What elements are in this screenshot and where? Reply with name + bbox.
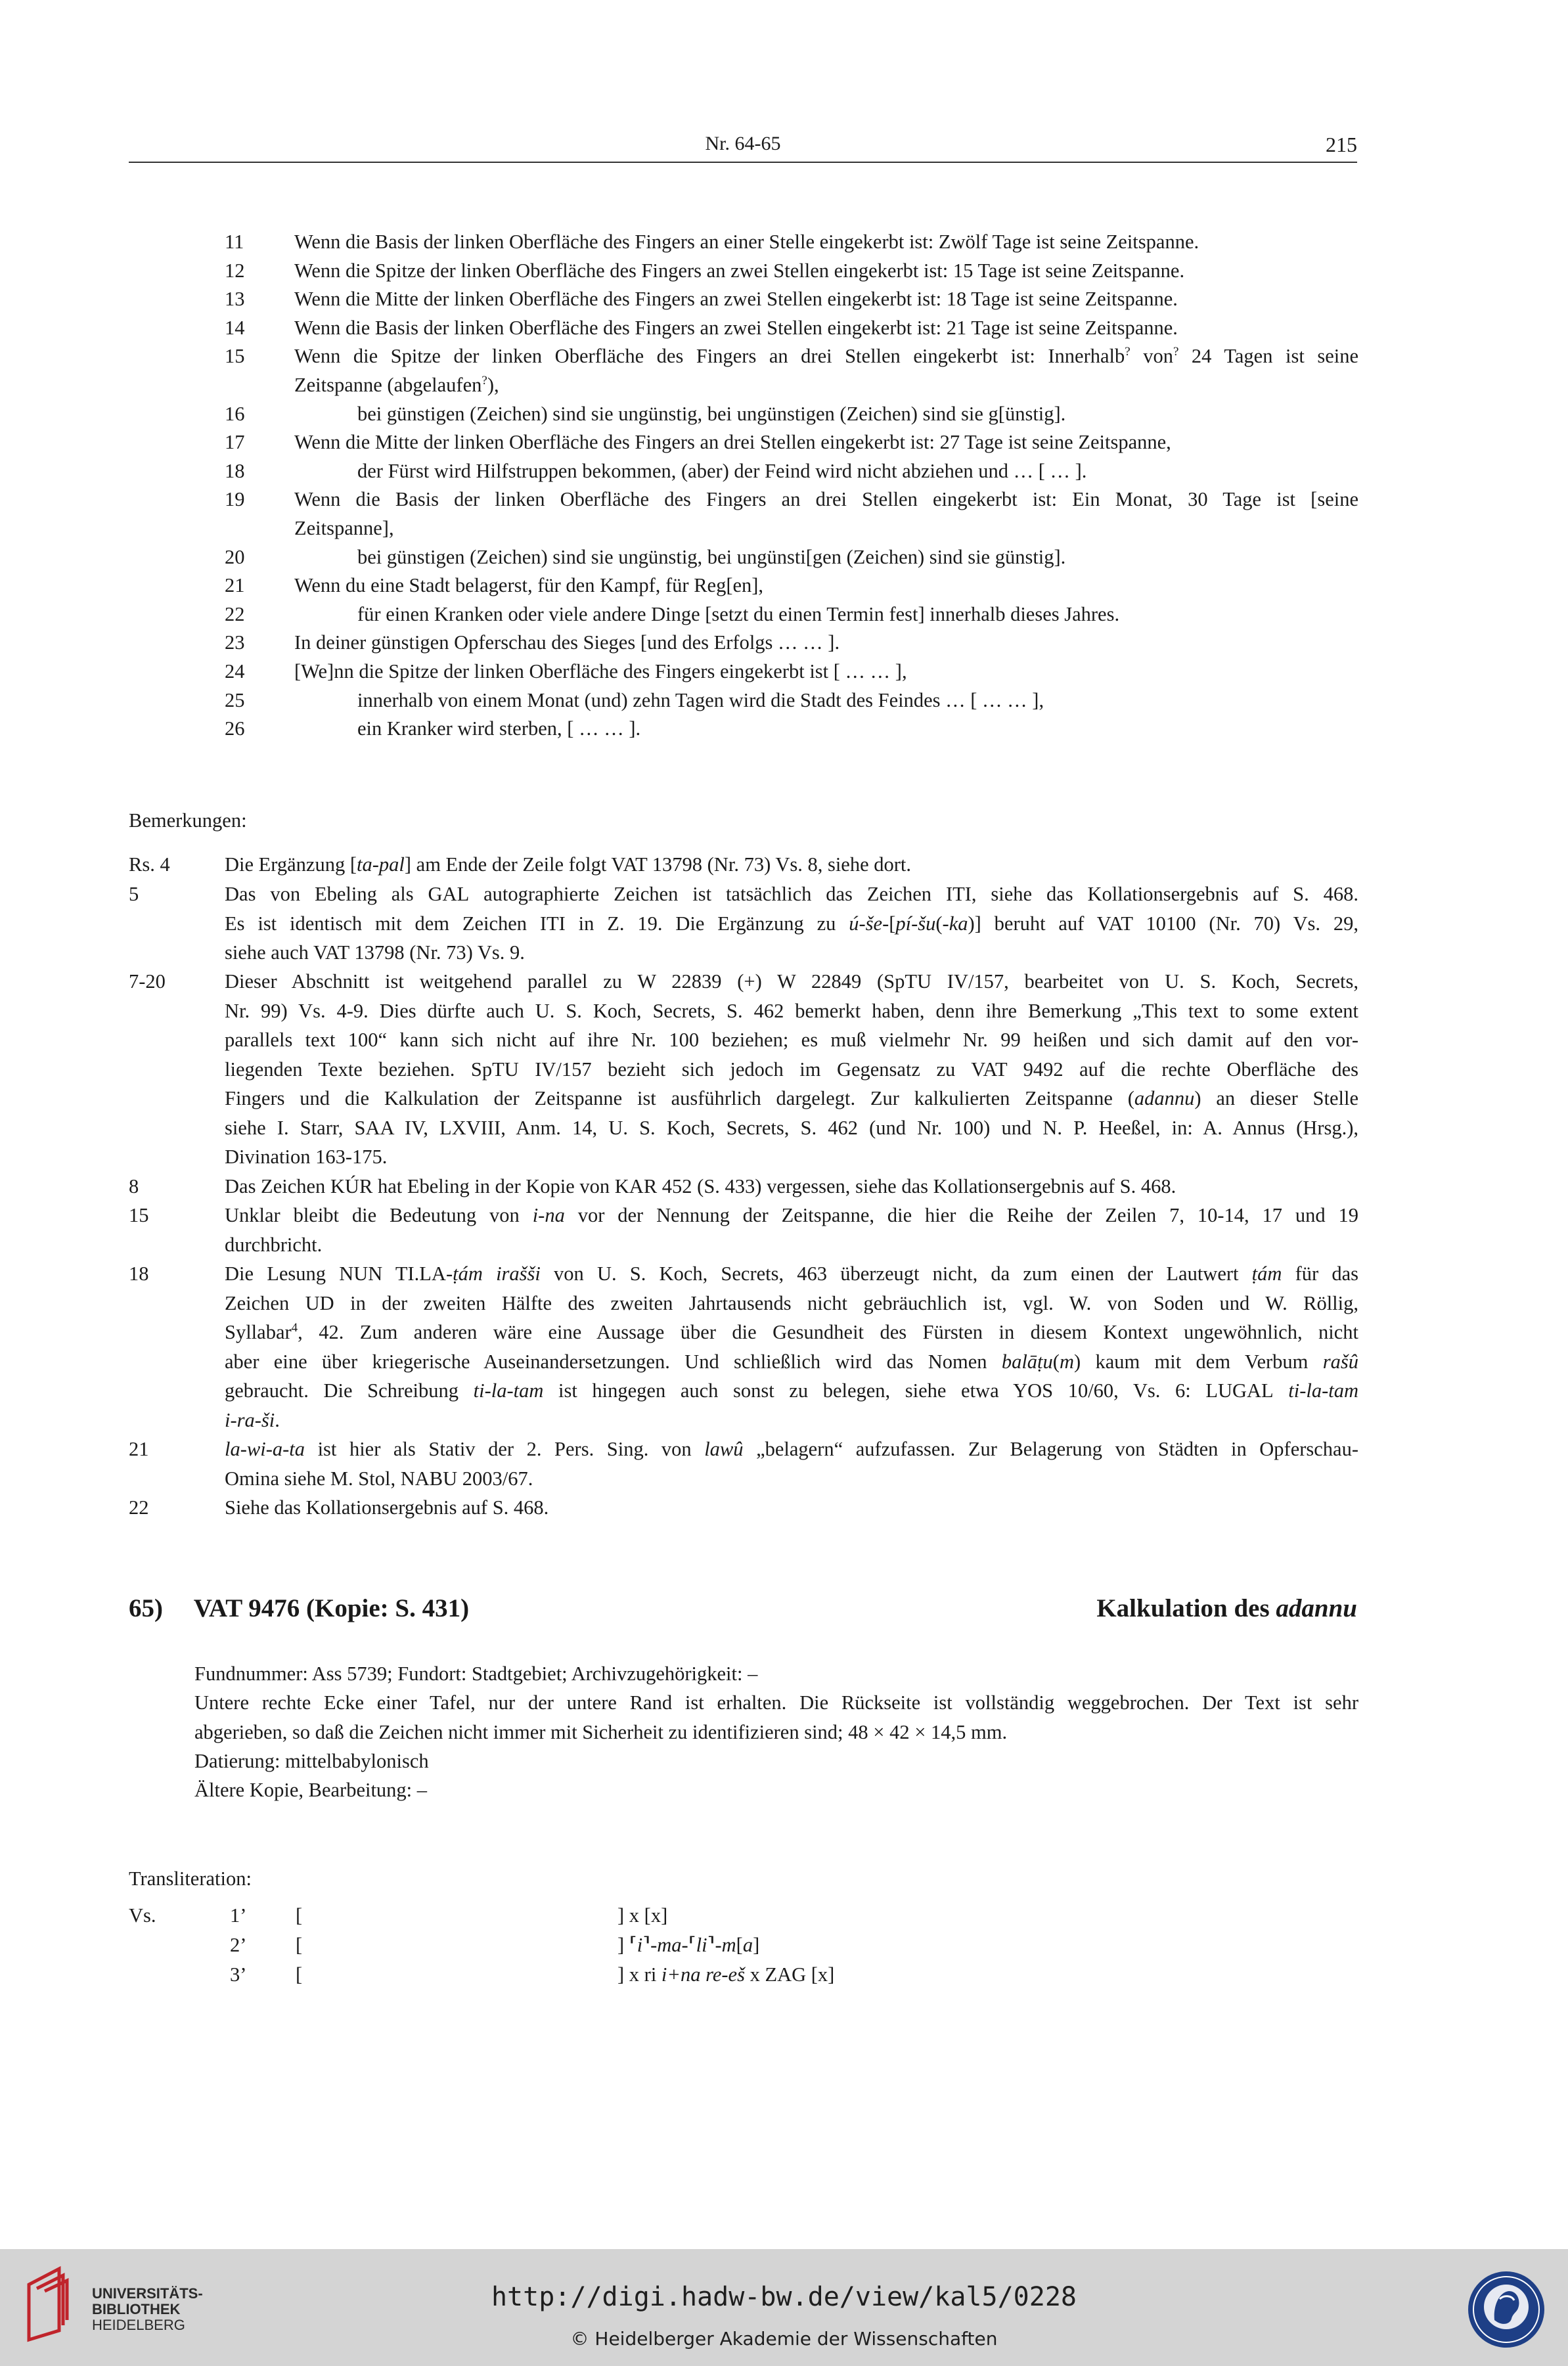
section-right-title: Kalkulation des (1096, 1594, 1276, 1622)
remark-line (225, 1201, 1358, 1230)
text-run: ITI (539, 912, 566, 935)
translation-line (357, 600, 1119, 629)
text-run: in der zweiten Hälfte des zweiten Jahrtausends nicht gebräuchlich ist, vgl. W. von Soden und W. Röllig, (334, 1291, 1358, 1314)
remark-reference: 21 (129, 1438, 149, 1460)
remark-line (225, 880, 1358, 909)
remark-reference: 7-20 (129, 970, 166, 993)
text-run: NUN TI.LA (339, 1262, 446, 1285)
text-run: parallels text 100“ kann sich nicht auf ihre Nr. 100 beziehen; es muß vielmehr Nr. 99 heißen und sich damit auf den vor- (225, 1029, 1358, 1051)
footer-copyright: © Heidelberger Akademie der Wissenschaften (570, 2328, 998, 2350)
text-run: ] x ri (617, 1963, 661, 1986)
text-run: KÚR (330, 1175, 373, 1197)
text-run: la-wi-a-ta (225, 1438, 305, 1460)
line-number: 22 (225, 603, 245, 625)
remark-line (225, 1113, 1358, 1143)
line-number: 11 (225, 231, 244, 253)
text-run: Die Ergänzung [ (225, 853, 357, 876)
remark-line (225, 967, 1358, 996)
text-run: durchbricht. (225, 1233, 323, 1256)
section-right-title-italic: adannu (1276, 1594, 1357, 1622)
text-run: 24 Tagen ist seine (1178, 345, 1359, 367)
text-run: ti-la-tam (473, 1379, 544, 1402)
translation-line (357, 543, 1065, 571)
transliteration-heading: Transliteration: (129, 1867, 252, 1890)
translation-line (357, 714, 640, 743)
translation-line (294, 284, 1178, 313)
text-run: ⸢ (629, 1934, 637, 1956)
text-run: in Z. 19. Die Ergänzung zu (565, 912, 849, 935)
remark-line (225, 1347, 1358, 1377)
line-number: 13 (225, 288, 245, 310)
text-run: li (696, 1934, 707, 1956)
text-run: ṭám irašši (453, 1262, 541, 1285)
text-run: vor der Nennung der Zeitspanne, die hier die Reihe der Zeilen 7, 10-14, 17 und 19 (564, 1204, 1358, 1226)
page-number: 215 (1326, 133, 1357, 156)
text-run: 4 (291, 1320, 298, 1335)
text-run: Unklar bleibt die Bedeutung von (225, 1204, 533, 1226)
text-run: ú-še (849, 912, 883, 935)
text-run: a (742, 1934, 753, 1956)
text-run: LUGAL (1205, 1379, 1274, 1402)
text-run: Wenn die Mitte der linken Oberfläche des Fingers an zwei Stellen eingekerbt ist: 18 Tage ist seine Zeitspanne. (294, 288, 1178, 310)
meta-description-line-2: abgerieben, so daß die Zeichen nicht immer mit Sicherheit zu identifizieren sind; 48 × 42 × 14,5 mm. (194, 1720, 1008, 1743)
text-run: m (721, 1934, 736, 1956)
remark-line (225, 996, 1358, 1026)
text-run: Wenn die Basis der linken Oberfläche des Fingers an zwei Stellen eingekerbt ist: 21 Tage ist seine Zeitspanne. (294, 317, 1178, 339)
transliteration-side: Vs. (129, 1904, 156, 1927)
remark-line (225, 1055, 1358, 1084)
transliteration-text (617, 1901, 667, 1930)
library-name-line-2: BIBLIOTHEK (92, 2301, 181, 2317)
text-run: ] x [x] (617, 1904, 668, 1927)
text-run: i-na (532, 1204, 565, 1226)
text-run: balāṭu (1001, 1350, 1053, 1373)
meta-description-line-1: Untere rechte Ecke einer Tafel, nur der untere Rand ist erhalten. Die Rückseite ist vollständig weggebrochen. Der Text ist sehr (194, 1691, 1358, 1714)
remark-line (225, 1435, 1358, 1464)
transliteration-open-bracket: [ (296, 1963, 303, 1986)
line-number: 23 (225, 631, 245, 654)
remark-text (225, 1172, 1358, 1201)
line-number: 15 (225, 345, 245, 367)
transliteration-line-number: 2’ (230, 1934, 247, 1956)
translation-line (294, 657, 907, 686)
text-run: )] beruht auf VAT 10100 (Nr. 70) Vs. 29, (968, 912, 1358, 935)
text-run: Wenn du eine Stadt belagerst, für den Kampf, für Reg[en], (294, 574, 764, 596)
remark-line (225, 1172, 1358, 1201)
text-run: Zeichen (225, 1291, 305, 1314)
text-run: ma (657, 1934, 682, 1956)
text-run: Syllabar (225, 1321, 292, 1343)
remark-reference: 5 (129, 883, 139, 905)
text-run: ? (1173, 344, 1179, 359)
translation-line (294, 313, 1178, 342)
translation-line (294, 628, 840, 657)
text-run: ist hier als Stativ der 2. Pers. Sing. von (305, 1438, 705, 1460)
line-number: 19 (225, 488, 245, 510)
text-run: GAL (428, 883, 470, 905)
transliteration-line-number: 1’ (230, 1904, 247, 1927)
text-run: Wenn die Basis der linken Oberfläche des Fingers an einer Stelle eingekerbt ist: Zwölf Tage ist seine Zeitspanne. (294, 231, 1199, 253)
remark-line (225, 909, 1358, 939)
remark-line (225, 850, 1358, 880)
remark-line (225, 1318, 1358, 1347)
remark-line (225, 1464, 1358, 1494)
section-heading (129, 1594, 1357, 1628)
remark-line (225, 1025, 1358, 1055)
remark-reference: 22 (129, 1496, 149, 1519)
remark-line (225, 1230, 1358, 1260)
text-run: von U. S. Koch, Secrets, 463 überzeugt nicht, da zum einen der Lautwert (540, 1262, 1252, 1285)
text-run: ? (1125, 344, 1131, 359)
text-run: ⸣- (642, 1934, 658, 1956)
text-run: autographierte Zeichen ist tatsächlich das Zeichen (469, 883, 946, 905)
text-run: . (275, 1408, 280, 1431)
text-run: lawû (704, 1438, 744, 1460)
text-run: ⸣- (707, 1934, 722, 1956)
translation-line (294, 571, 763, 600)
text-run: Das von Ebeling als (225, 883, 428, 905)
library-name-line-1: UNIVERSITÄTS- (92, 2285, 203, 2302)
text-run: ein Kranker wird sterben, [ … … ]. (357, 717, 641, 740)
line-number: 12 (225, 259, 245, 282)
remark-text (225, 1493, 1358, 1523)
text-run: Wenn die Mitte der linken Oberfläche des Fingers an drei Stellen eingekerbt ist: 27 Tage ist seine Zeitspanne, (294, 431, 1171, 453)
text-run: ITI (945, 883, 972, 905)
text-run: Wenn die Spitze der linken Oberfläche des Fingers an drei Stellen eingekerbt ist: Innerhalb (294, 345, 1125, 367)
text-run (1274, 1379, 1289, 1402)
text-run: Zeitspanne (abgelaufen (294, 374, 482, 396)
text-run: [We]nn die Spitze der linken Oberfläche des Fingers eingekerbt ist [ … … ], (294, 660, 907, 682)
remark-line (225, 938, 1358, 968)
text-run: Omina siehe M. Stol, NABU 2003/67. (225, 1467, 533, 1490)
line-number: 16 (225, 403, 245, 425)
text-run: i-ra-ši (225, 1408, 275, 1431)
text-run: ti-la-tam (1288, 1379, 1359, 1402)
section-heading-right (1096, 1594, 1357, 1623)
meta-dating: Datierung: mittelbabylonisch (194, 1750, 429, 1772)
text-run: ( (1052, 1350, 1060, 1373)
remark-line (225, 1406, 1358, 1435)
text-run: m (1059, 1350, 1074, 1373)
translation-line (294, 256, 1184, 285)
line-number: 24 (225, 660, 245, 682)
text-run: ] am Ende der Zeile folgt VAT 13798 (Nr. 73) Vs. 8, siehe dort. (404, 853, 912, 876)
text-run: Die Lesung (225, 1262, 340, 1285)
translation-line (294, 370, 499, 399)
line-number: 14 (225, 317, 245, 339)
translation-line (294, 514, 394, 543)
line-number: 21 (225, 574, 245, 596)
text-run: ? (482, 373, 487, 388)
transliteration-open-bracket: [ (296, 1934, 303, 1956)
text-run: UD (305, 1291, 334, 1314)
text-run: , 42. Zum anderen wäre eine Aussage über die Gesundheit des Fürsten in diesem Kontext ungewöhnlich, nicht (298, 1321, 1358, 1343)
translation-line (357, 399, 1065, 428)
running-header-title: Nr. 64-65 (705, 133, 781, 154)
meta-find-number: Fundnummer: Ass 5739; Fundort: Stadtgebiet; Archivzugehörigkeit: – (194, 1663, 758, 1685)
remark-text (225, 850, 1358, 880)
text-run: ] (617, 1934, 629, 1956)
remark-reference: 15 (129, 1204, 149, 1226)
line-number: 25 (225, 689, 245, 711)
text-run: pí-šu (895, 912, 936, 935)
academy-seal-icon (1466, 2269, 1547, 2350)
footer-url-link[interactable]: http://digi.hadw-bw.de/view/kal5/0228 (491, 2282, 1077, 2312)
translation-line (294, 428, 1171, 457)
text-run: Nr. 99) Vs. 4-9. Dies dürfte auch U. S. Koch, Secrets, S. 462 bemerkt haben, denn ihre Bemerkung „This text to some extent (225, 999, 1358, 1022)
text-run: bei günstigen (Zeichen) sind sie ungünstig, bei ungünsti[gen (Zeichen) sind sie günstig]. (357, 546, 1066, 568)
transliteration-text (617, 1960, 834, 1989)
text-run: für einen Kranken oder viele andere Dinge [setzt du einen Termin fest] innerhalb dieses Jahres. (357, 603, 1120, 625)
text-run: bei günstigen (Zeichen) sind sie ungünstig, bei ungünstigen (Zeichen) sind sie g[ünstig]. (357, 403, 1066, 425)
text-run: gebraucht. Die Schreibung (225, 1379, 474, 1402)
text-run: Divination 163-175. (225, 1146, 388, 1168)
text-run: hat Ebeling in der Kopie von KAR 452 (S. 433) vergessen, siehe das Kollationsergebnis auf S. 468. (372, 1175, 1176, 1197)
text-run: ) an dieser Stelle (1194, 1087, 1358, 1109)
text-run: -[ (882, 912, 896, 935)
remark-line (225, 1289, 1358, 1318)
translation-line (294, 227, 1199, 256)
remark-text (225, 1201, 1358, 1259)
text-run: ), (487, 374, 499, 396)
text-run: i (637, 1934, 643, 1956)
remark-line (225, 1376, 1358, 1406)
running-header (129, 129, 1357, 163)
text-run: Fingers und die Kalkulation der Zeitspanne ist ausführlich dargelegt. Zur kalkulierten Zeitspanne ( (225, 1087, 1134, 1109)
text-run: ṭám (1251, 1262, 1282, 1285)
text-run: Siehe das Kollationsergebnis auf S. 468. (225, 1496, 549, 1519)
remark-reference: 18 (129, 1262, 149, 1285)
transliteration-line-number: 3’ (230, 1963, 247, 1986)
section-heading-left (129, 1594, 469, 1623)
text-run: adannu (1134, 1087, 1195, 1109)
remarks-heading: Bemerkungen: (129, 809, 247, 832)
text-run: Wenn die Basis der linken Oberfläche des Fingers an drei Stellen eingekerbt ist: Ein Monat, 30 Tage ist [seine (294, 488, 1358, 510)
text-run: siehe I. Starr, SAA IV, LXVIII, Anm. 14, U. S. Koch, Secrets, S. 462 (und Nr. 100) und N. P. Heeßel, in: A. Annus (Hrsg.), (225, 1116, 1358, 1139)
transliteration-open-bracket: [ (296, 1904, 303, 1927)
remark-text (225, 1435, 1358, 1493)
remark-line (225, 1493, 1358, 1523)
remark-text (225, 880, 1358, 968)
text-run: siehe auch VAT 13798 (Nr. 73) Vs. 9. (225, 941, 525, 964)
library-name-line-3: HEIDELBERG (92, 2317, 185, 2333)
translation-line (357, 686, 1044, 715)
text-run: rašû (1322, 1350, 1358, 1373)
text-run: , siehe das Kollationsergebnis auf S. 468. (971, 883, 1358, 905)
text-run: ka (949, 912, 968, 935)
remark-text (225, 1259, 1358, 1435)
remark-text (225, 967, 1358, 1172)
text-run: [ (736, 1934, 743, 1956)
translation-line (357, 457, 1086, 485)
translation-line (294, 485, 1358, 514)
text-run: ) kaum mit dem Verbum (1073, 1350, 1323, 1373)
line-number: 26 (225, 717, 245, 740)
text-run: innerhalb von einem Monat (und) zehn Tagen wird die Stadt des Feindes … [ … … ], (357, 689, 1044, 711)
section-number: 65) (129, 1594, 163, 1622)
text-run: Dieser Abschnitt ist weitgehend parallel zu W 22839 (+) W 22849 (SpTU IV/157, bearbeitet von U. S. Koch, Secrets, (225, 970, 1358, 993)
text-run: ist hingegen auch sonst zu belegen, siehe etwa YOS 10/60, Vs. 6: (543, 1379, 1206, 1402)
text-run: In deiner günstigen Opferschau des Sieges [und des Erfolgs … … ]. (294, 631, 840, 654)
meta-older-copy: Ältere Kopie, Bearbeitung: – (194, 1779, 428, 1801)
line-number: 18 (225, 460, 245, 482)
text-run: ta-pal (357, 853, 405, 876)
remark-line (225, 1142, 1358, 1172)
text-run: „belagern“ aufzufassen. Zur Belagerung von Städten in Opferschau- (743, 1438, 1358, 1460)
text-run: -⸢ (681, 1934, 696, 1956)
text-run: x ZAG [x] (744, 1963, 835, 1986)
text-run: Wenn die Spitze der linken Oberfläche des Fingers an zwei Stellen eingekerbt ist: 15 Tage ist seine Zeitspanne. (294, 259, 1185, 282)
translation-line (294, 342, 1358, 370)
meta-description (194, 1688, 1358, 1747)
section-title: VAT 9476 (Kopie: S. 431) (193, 1594, 470, 1622)
text-run: Das Zeichen (225, 1175, 330, 1197)
text-run: (- (935, 912, 949, 935)
remark-line (225, 1084, 1358, 1113)
text-run: Es ist identisch mit dem Zeichen (225, 912, 540, 935)
remark-reference: 8 (129, 1175, 139, 1197)
text-run: der Fürst wird Hilfstruppen bekommen, (aber) der Feind wird nicht abziehen und … [ … ]. (357, 460, 1087, 482)
text-run: - (445, 1262, 453, 1285)
footer-band (0, 2249, 1568, 2366)
text-run: i+na re-eš (661, 1963, 745, 1986)
text-run: liegenden Texte beziehen. SpTU IV/157 bezieht sich jedoch im Gegensatz zu VAT 9492 auf die rechte Oberfläche des (225, 1058, 1358, 1081)
text-run: für das (1282, 1262, 1358, 1285)
remark-line (225, 1259, 1358, 1289)
text-run: Zeitspanne], (294, 517, 394, 539)
remark-reference: Rs. 4 (129, 853, 170, 876)
transliteration-text (617, 1931, 759, 1959)
line-number: 17 (225, 431, 245, 453)
line-number: 20 (225, 546, 245, 568)
text-run: von (1130, 345, 1173, 367)
text-run: ] (753, 1934, 760, 1956)
text-run: aber eine über kriegerische Auseinandersetzungen. Und schließlich wird das Nomen (225, 1350, 1002, 1373)
